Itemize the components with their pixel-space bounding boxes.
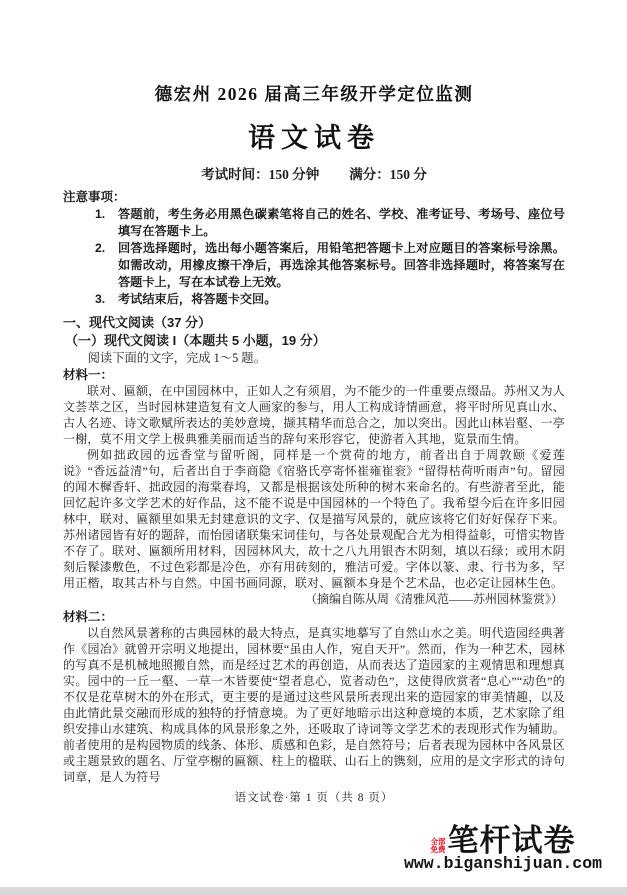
notice-item-2 xyxy=(63,240,565,291)
watermark-free-tag: 全部免费 xyxy=(430,837,446,854)
paper-subject-title: 语文试卷 xyxy=(248,123,380,153)
watermark-brand-row xyxy=(385,825,621,857)
page-number-footer: 语文试卷·第 1 页（共 8 页） xyxy=(234,792,394,804)
notice-item-number: 2. xyxy=(95,241,106,255)
material-2-paragraph: 以自然风景著称的古典园林的最大特点，是真实地摹写了自然山水之美。明代造园经典著作《园冶》就曾开宗明义地提出，园林要“虽由人作，宛自天开”。然而，作为一种艺术，园林的写真不是机械地照搬自然，而是经过艺术的再创造，从而表达了造园家的主观情思和理想真实。园中的一丘一壑、一草一木皆要使“望者息心，览者动色”，这使得欣赏者“息心”“动色”的不仅是花草树木的外在形式，更主要的是通过这些风景所表现出来的造园家的审美情趣，以及由此情此景交融而形成的独特的抒情意境。为了更好地暗示出这种意境的本质，艺术家除了组织安排山水建筑、构成具体的风景形象之外，还吸取了诗词等文学艺术的表现形式作为辅助。前者使用的是构园物质的线条、体形、质感和色彩，是自然符号；后者表现为园林中各风景区或主题景致的题名、厅堂亭榭的匾额、柱上的楹联、山石上的镌刻，应用的是文字形式的诗句词章，是人为符号 xyxy=(63,626,565,784)
notice-item-1 xyxy=(63,206,565,240)
site-watermark xyxy=(385,825,621,873)
material-1-attribution: （摘编自陈从周《清雅风范——苏州园林鉴赏》） xyxy=(304,592,563,606)
watermark-brand-name: 笔杆试卷 xyxy=(447,823,576,858)
notice-item-number: 3. xyxy=(95,292,106,306)
material-1-label: 材料一： xyxy=(63,368,114,382)
exam-full-score: 满分：150 分 xyxy=(349,167,427,182)
subsection-heading-reading-1: （一）现代文阅读 I（本题共 5 小题，19 分） xyxy=(65,333,326,348)
section-heading-modern-reading: 一、现代文阅读（37 分） xyxy=(63,315,212,330)
material-2-label: 材料二： xyxy=(63,610,114,624)
reading-instruction: 阅读下面的文字，完成 1～5 题。 xyxy=(87,351,266,365)
scan-edge-strip xyxy=(0,887,627,895)
notice-item-text: 考试结束后，将答题卡交回。 xyxy=(118,292,277,306)
notice-heading: 注意事项： xyxy=(63,190,126,204)
notice-item-3 xyxy=(63,291,565,308)
material-1-paragraph: 联对、匾额，在中国园林中，正如人之有须眉，为不能少的一件重要点缀品。苏州又为人文荟萃之区，当时园林建造复有文人画家的参与，用人工构成诗情画意，将平时所见真山水、古人名迹、诗文歌赋所表达的美妙意境，撷其精华而总合之，加以突出。因此山林岩壑、一亭一榭，莫不用文学上极典雅美丽而适当的辞句来形容它，使游者入其地，览景而生情。 xyxy=(63,384,565,446)
notice-item-text: 回答选择题时，选出每小题答案后，用铅笔把答题卡上对应题目的答案标号涂黑。如需改动，用橡皮擦干净后，再选涂其他答案标号。回答非选择题时，将答案写在答题卡上，写在本试卷上无效。 xyxy=(118,241,565,289)
notice-item-number: 1. xyxy=(95,207,106,221)
watermark-url: www.biganshijuan.com xyxy=(403,854,603,873)
material-1-paragraph: 例如拙政园的远香堂与留听阁，同样是一个赏荷的地方，前者出自于周敦颐《爱莲说》“香远益清”句，后者出自于李商隐《宿骆氏亭寄怀崔雍崔衮》“留得枯荷听雨声”句。留园的闻木樨香轩、拙政园的海棠春坞，又都是根据该处所种的树木来命名的。有些游者至此，能回忆起许多文学艺术的好作品，这不能不说是中国园林的一个特色了。我希望今后在许多旧园林中，联对、匾额里如果无封建意识的文字、仅是描写风景的，就应该将它们好好保存下来。苏州诸园皆有好的题辞，而怡园诸联集宋词佳句，与各处景观配合尤为相得益彰，可惜实物皆不存了。联对、匾额所用材料，因园林风大，故十之八九用银杏木阴刻，填以石绿；或用木阴刻后髹漆敷色，不过色彩都是冷色，亦有用砖刻的，雅洁可爱。字体以篆、隶、行书为多，罕用正楷，取其古朴与自然。中国书画同源，联对、匾额本身是个艺术品，也必定让园林生色。 xyxy=(63,448,565,590)
exam-duration: 考试时间：150 分钟 xyxy=(201,167,320,182)
notice-item-text: 答题前，考生务必用黑色碳素笔将自己的姓名、学校、准考证号、考场号、座位号填写在答题卡上。 xyxy=(118,207,565,238)
exam-title: 德宏州 2026 届高三年级开学定位监测 xyxy=(154,84,474,104)
exam-info-line xyxy=(63,166,565,184)
